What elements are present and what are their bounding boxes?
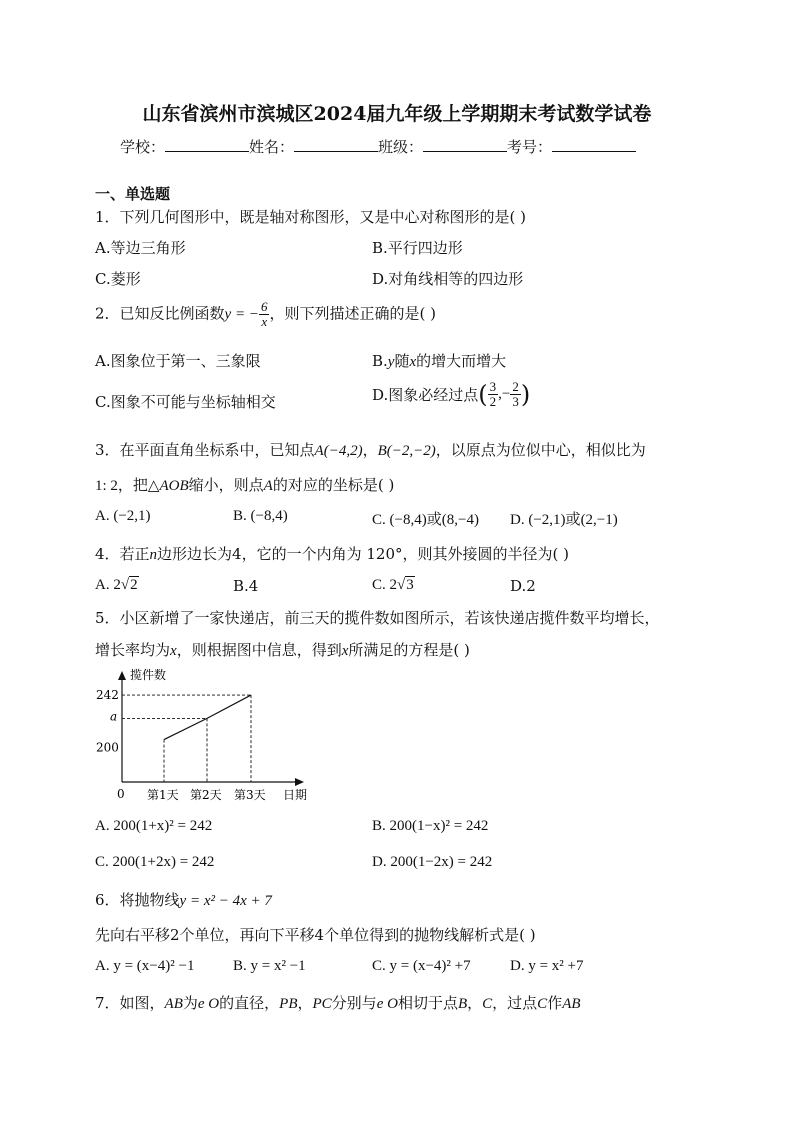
- q3-option-a: A. (−2,1): [95, 508, 151, 524]
- parcel-count-chart: [96, 664, 320, 806]
- student-info-line: [120, 136, 636, 157]
- question-7-stem: 7．如图，AB为e O的直径，PB，PC分别与e O相切于点B，C，过点C作AB: [95, 994, 581, 1012]
- q1-option-c: C.菱形: [95, 270, 141, 288]
- question-3-line2: 1: 2，把△AOB缩小，则点A的对应的坐标是( ): [95, 476, 395, 494]
- q2-option-d: D.图象必经过点( $\frac{3}{2}$ ,− $\frac{2}{3}$ ): [372, 379, 531, 409]
- q1-option-b: B.平行四边形: [372, 239, 463, 257]
- q4-option-d: D.2: [510, 577, 536, 595]
- q6-option-c: C. y = (x−4)² +7: [372, 958, 471, 974]
- school-blank: [165, 137, 249, 152]
- x-tick-label: 第1天: [147, 788, 179, 802]
- q5-option-b: B. 200(1−x)² = 242: [372, 818, 489, 834]
- q4-option-c: C. 2√3: [372, 577, 414, 593]
- question-4-stem: 4．若正n边形边长为4，它的一个内角为 120°，则其外接圆的半径为( ): [95, 545, 569, 563]
- exam-no-blank: [552, 137, 636, 152]
- x-tick-label: 第3天: [234, 788, 266, 802]
- q1-option-d: D.对角线相等的四边形: [372, 270, 524, 288]
- q4-option-a: A. 2√2: [95, 577, 138, 593]
- q6-option-d: D. y = x² +7: [510, 958, 584, 974]
- exam-title: 山东省滨州市滨城区2024届九年级上学期期末考试数学试卷: [142, 103, 652, 125]
- class-blank: [423, 137, 507, 152]
- x-tick-labels: [147, 788, 266, 802]
- y-axis-label: 揽件数: [130, 668, 167, 682]
- q2-option-a: A.图象位于第一、三象限: [95, 352, 261, 370]
- class-label: 班级：: [378, 138, 424, 156]
- school-label: 学校：: [120, 138, 166, 156]
- q6-option-b: B. y = x² −1: [233, 958, 306, 974]
- series-line: [164, 695, 251, 740]
- q6-option-a: A. y = (x−4)² −1: [95, 958, 195, 974]
- y-tick-labels: [96, 688, 119, 755]
- guide-lines: [122, 695, 251, 782]
- section-heading: 一、单选题: [95, 185, 171, 203]
- origin-label: 0: [117, 787, 125, 801]
- question-2-stem: 2．已知反比例函数y = − $\frac{6}{x}$ ，则下列描述正确的是( ): [95, 299, 436, 329]
- question-5-line1: 5．小区新增了一家快递店，前三天的揽件数如图所示，若该快递店揽件数平均增长，: [95, 609, 660, 627]
- y-tick-label: 200: [96, 740, 119, 755]
- question-1-stem: 1．下列几何图形中，既是轴对称图形，又是中心对称图形的是( ): [95, 208, 527, 226]
- exam-no-label: 考号：: [507, 138, 553, 156]
- q3-option-d: D. (−2,1)或(2,−1): [510, 510, 618, 528]
- q3-option-c: C. (−8,4)或(8,−4): [372, 510, 479, 528]
- q4-option-b: B.4: [233, 577, 259, 595]
- question-5-line2: 增长率均为x，则根据图中信息，得到x所满足的方程是( ): [95, 641, 470, 659]
- q3-option-b: B. (−8,4): [233, 508, 288, 524]
- q5-option-c: C. 200(1+2x) = 242: [95, 854, 215, 870]
- x-tick-label: 第2天: [190, 788, 222, 802]
- y-tick-label: 242: [96, 688, 119, 703]
- name-label: 姓名：: [249, 138, 295, 156]
- question-6-line2: 先向右平移2个单位，再向下平移4个单位得到的抛物线解析式是( ): [95, 926, 536, 944]
- name-blank: [294, 137, 378, 152]
- y-tick-label: a: [110, 709, 118, 724]
- question-3-line1: 3．在平面直角坐标系中，已知点A(−4,2)，B(−2,−2)，以原点为位似中心，相似比为: [95, 441, 646, 459]
- q5-option-d: D. 200(1−2x) = 242: [372, 854, 493, 870]
- q2-option-b: B.y随x的增大而增大: [372, 352, 507, 370]
- q1-option-a: A.等边三角形: [95, 239, 186, 257]
- x-axis-label: 日期: [283, 788, 308, 802]
- y-axis-arrow: [118, 671, 126, 680]
- x-axis-arrow: [295, 778, 304, 786]
- question-6-line1: 6．将抛物线y = x² − 4x + 7: [95, 891, 272, 909]
- fraction: $\frac{6}{x}$: [260, 299, 268, 329]
- q2-option-c: C.图象不可能与坐标轴相交: [95, 393, 276, 411]
- q5-option-a: A. 200(1+x)² = 242: [95, 818, 213, 834]
